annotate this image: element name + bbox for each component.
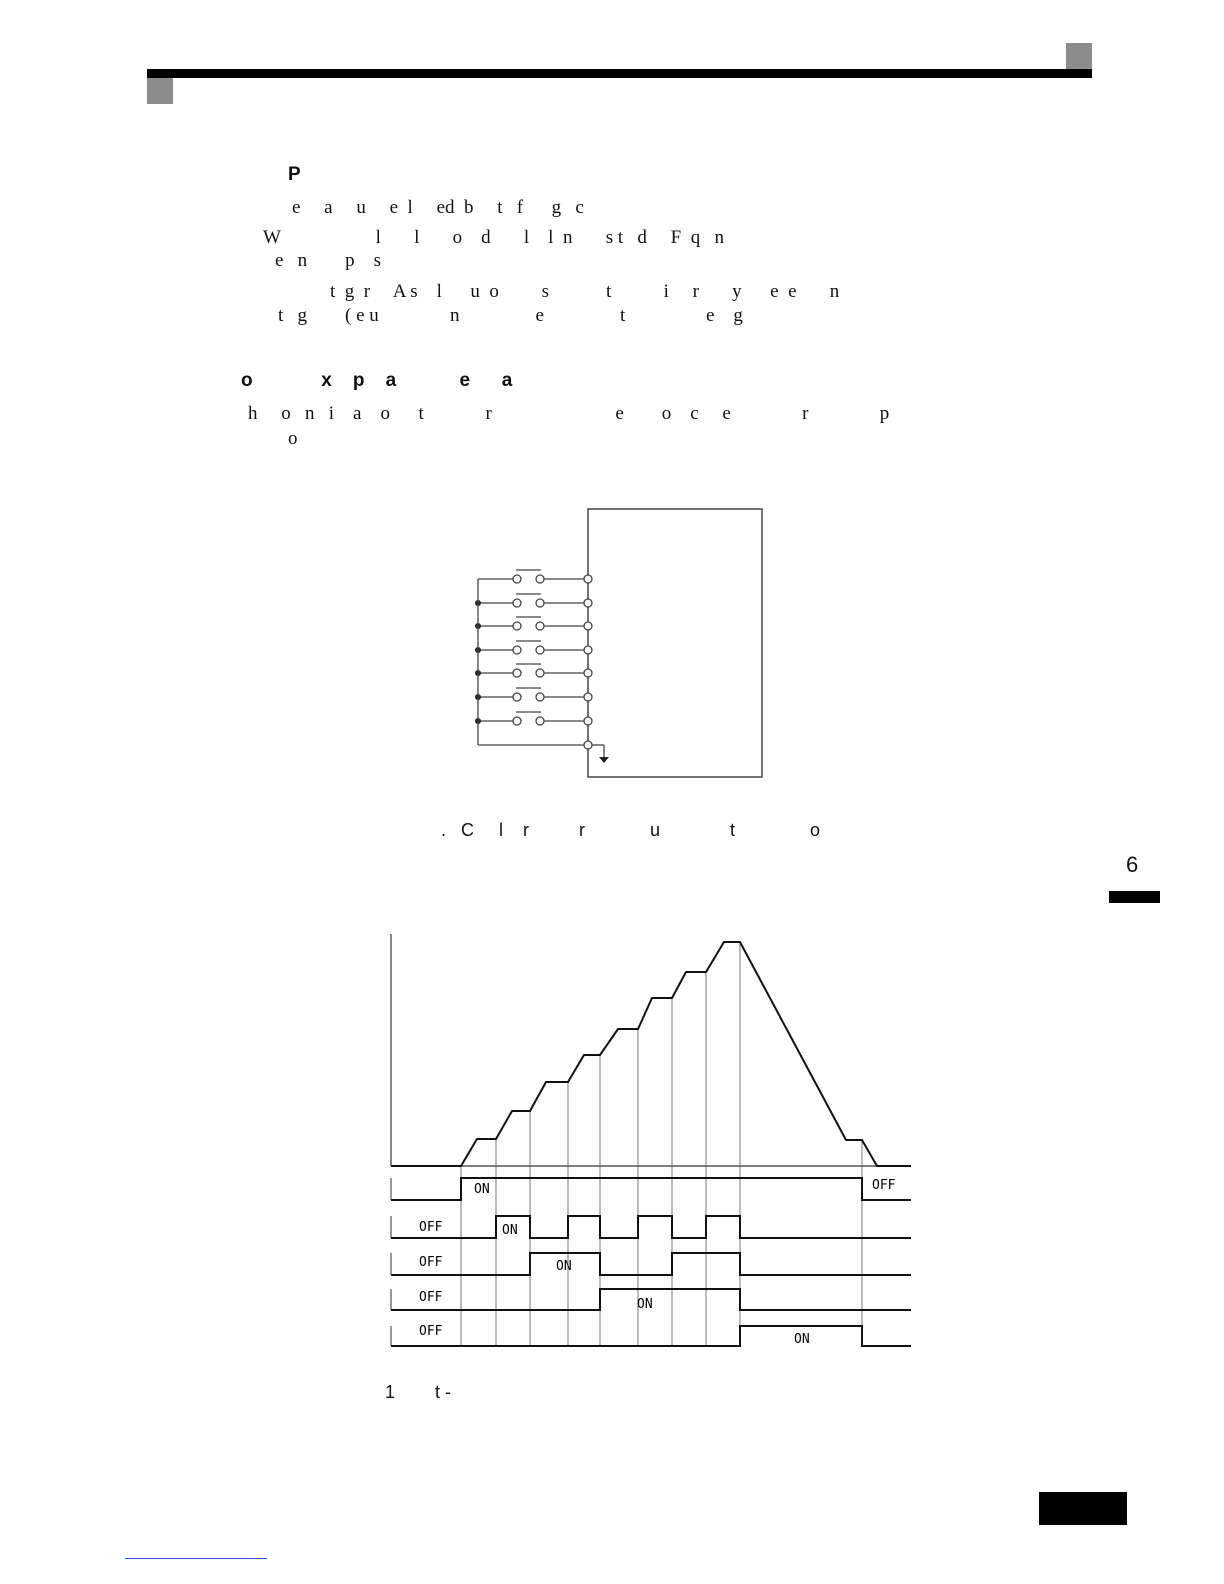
paragraph-line: t g ( e u n e t e g <box>278 305 743 326</box>
switch-row <box>475 641 592 654</box>
switch-contact <box>513 599 521 607</box>
label-on: ON <box>637 1297 653 1312</box>
switch-contact <box>513 693 521 701</box>
switch-row <box>475 617 592 630</box>
switch-row <box>475 664 592 677</box>
label-off: OFF <box>419 1290 443 1305</box>
figure-caption: . C l r r u t o <box>441 820 821 840</box>
switch-contact <box>536 646 544 654</box>
switch-contact <box>513 646 521 654</box>
label-on: ON <box>474 1182 490 1197</box>
switch-row <box>475 712 592 725</box>
section-heading: P <box>288 164 301 185</box>
switch-contact <box>536 669 544 677</box>
input-terminal <box>584 717 592 725</box>
header-rule <box>147 69 1092 78</box>
common-terminal <box>584 741 592 749</box>
switch-contact <box>513 622 521 630</box>
switch-row <box>475 594 592 607</box>
switch-contact <box>513 669 521 677</box>
paragraph-line: W l l o d l l n s t d F q n <box>263 227 724 248</box>
input-terminal <box>584 622 592 630</box>
input-terminal <box>584 599 592 607</box>
paragraph-line: e a u e l ed b t f g c <box>292 197 584 218</box>
switch-contact <box>536 599 544 607</box>
footer-link-underline[interactable] <box>125 1558 267 1559</box>
label-off: OFF <box>872 1178 896 1193</box>
ground-arrow-icon <box>599 757 609 763</box>
chapter-tab-bar <box>1109 891 1160 903</box>
label-off: OFF <box>419 1220 443 1235</box>
header-corner-square-left <box>147 78 173 104</box>
paragraph-line: t g r A s l u o s t i r y e e n <box>330 281 840 302</box>
subsection-heading: o x p a e a <box>241 370 513 391</box>
step-guide-lines <box>461 942 862 1346</box>
header-corner-square-right <box>1066 43 1092 69</box>
paragraph-line: o <box>288 428 298 449</box>
label-on: ON <box>556 1259 572 1274</box>
switch-contact <box>513 575 521 583</box>
input-terminal <box>584 646 592 654</box>
input-terminal <box>584 575 592 583</box>
switch-contact <box>536 575 544 583</box>
chapter-number: 6 <box>1126 852 1139 877</box>
signal-forward-run <box>391 1178 911 1200</box>
signal-multistep-2 <box>391 1253 911 1275</box>
input-terminal <box>584 693 592 701</box>
input-terminal <box>584 669 592 677</box>
label-on: ON <box>502 1223 518 1238</box>
timing-chart <box>385 928 917 1353</box>
multi-function-input-switches <box>475 570 592 725</box>
wiring-diagram <box>470 505 770 785</box>
switch-contact <box>536 693 544 701</box>
label-on: ON <box>794 1332 810 1347</box>
switch-contact <box>513 717 521 725</box>
output-frequency-curve <box>391 942 911 1166</box>
switch-row <box>478 570 592 583</box>
switch-contact <box>536 717 544 725</box>
signal-jog <box>391 1326 911 1346</box>
label-off: OFF <box>419 1324 443 1339</box>
page-number-box <box>1039 1492 1127 1525</box>
switch-contact <box>536 622 544 630</box>
paragraph-line: h o n i a o t r e o c e r p <box>248 403 890 424</box>
signal-multistep-1 <box>391 1216 911 1238</box>
inverter-terminal-block <box>588 509 762 777</box>
label-off: OFF <box>419 1255 443 1270</box>
switch-row <box>475 688 592 701</box>
paragraph-line: e n p s <box>275 250 382 271</box>
figure-caption: 1 t - <box>385 1382 452 1402</box>
